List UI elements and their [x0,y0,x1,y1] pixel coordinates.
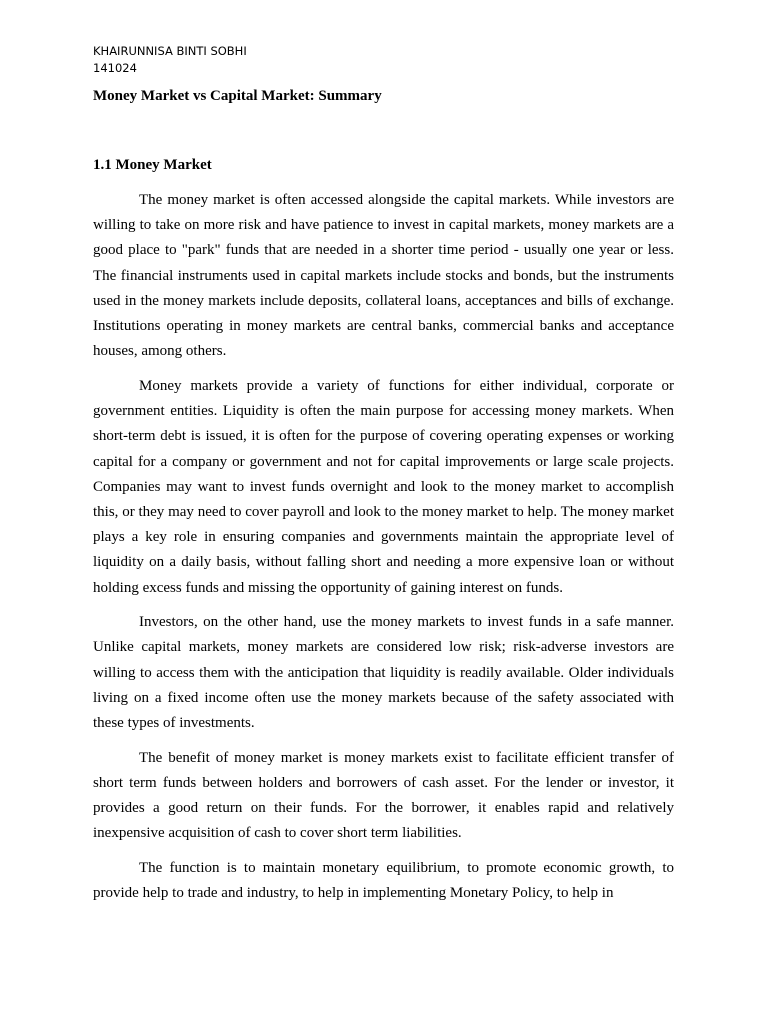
body-paragraph-1: The money market is often accessed alongside the capital markets. While investors are willing to take on more risk and have patience to invest in capital markets, money markets are a good place to "park" funds that are needed in a shorter time period - usually one year or less. The financial instruments used in capital markets include stocks and bonds, but the instruments used in the money markets include deposits, collateral loans, acceptances and bills of exchange. Institutions operating in money markets are central banks, commercial banks and acceptance houses, among others. [93,192,674,360]
body-paragraph-4: The benefit of money market is money markets exist to facilitate efficient transfer of short term funds between holders and borrowers of cash asset. For the lender or investor, it provides a good return on their funds. For the borrower, it enables rapid and relatively inexpensive acquisition of cash to cover short term liabilities. [93,749,674,842]
section-heading: 1.1 Money Market [93,157,212,173]
author-name: KHAIRUNNISA BINTI SOBHI [93,44,247,58]
body-paragraph-3: Investors, on the other hand, use the money markets to invest funds in a safe manner. Unlike capital markets, money markets are considered low risk; risk-adverse investors are willing to access them with the anticipation that liquidity is readily available. Older individuals living on a fixed income often use the money markets because of the safety associated with these types of investments. [93,614,674,732]
section-body [93,188,674,916]
document-title: Money Market vs Capital Market: Summary [93,88,382,104]
body-paragraph-2: Money markets provide a variety of functions for either individual, corporate or government entities. Liquidity is often the main purpose for accessing money markets. When short-term debt is issued, it is often for the purpose of covering operating expenses or working capital for a company or government and not for capital improvements or large scale projects. Companies may want to invest funds overnight and look to the money market to accomplish this, or they may need to cover payroll and look to the money market to help. The money market plays a key role in ensuring companies and governments maintain the appropriate level of liquidity on a daily basis, without falling short and needing a more expensive loan or without holding excess funds and missing the opportunity of gaining interest on funds. [93,377,674,596]
document-header [93,43,247,77]
student-id: 141024 [93,61,137,75]
body-paragraph-5: The function is to maintain monetary equilibrium, to promote economic growth, to provide help to trade and industry, to help in implementing Monetary Policy, to help in [93,860,674,902]
